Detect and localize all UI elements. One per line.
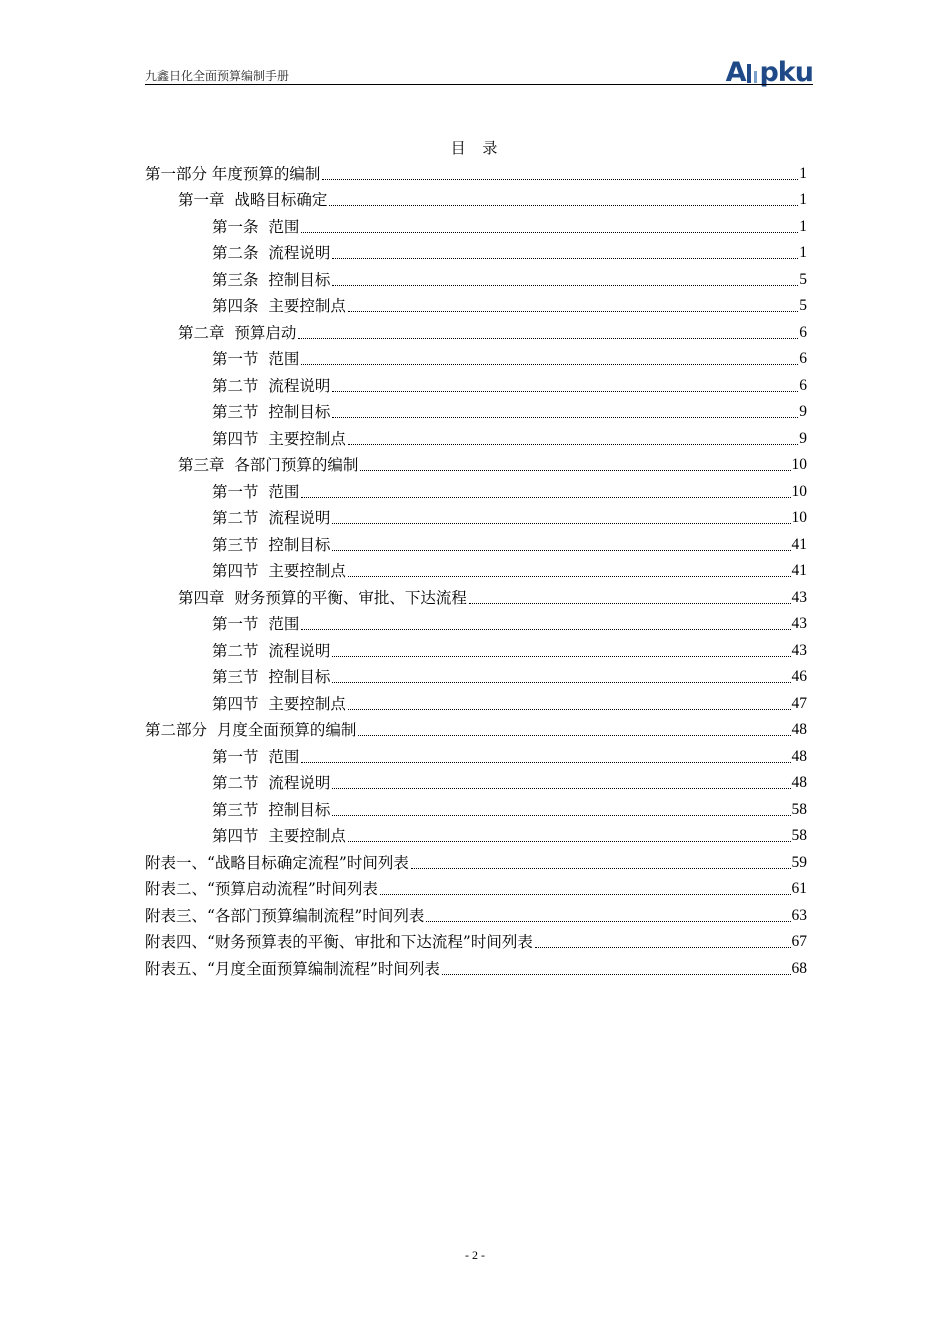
toc-entry[interactable] [145,900,807,927]
toc-entry[interactable] [145,238,807,265]
toc-entry[interactable] [145,211,807,238]
toc-entry-label: 第二条 流程说明 [212,244,331,262]
toc-leader-dots [469,603,791,604]
toc-entry-label: 第一条 范围 [212,217,300,236]
toc-entry-label: 第三章 各部门预算的编制 [178,456,359,474]
toc-leader-dots [332,258,798,259]
toc-title: 目 录 [450,139,500,157]
toc-entry-label: 第一节 范围 [212,482,300,501]
toc-entry[interactable] [145,582,807,609]
toc-leader-dots [301,762,790,763]
toc-entry[interactable] [145,715,807,742]
toc-entry-page: 48 [791,747,807,765]
toc-entry[interactable] [145,847,807,874]
toc-leader-dots [535,947,791,948]
toc-entry[interactable] [145,635,807,662]
toc-entry-label: 第二节 流程说明 [212,376,331,395]
toc-entry-page: 1 [799,217,807,235]
toc-leader-dots [358,735,790,736]
header-divider [145,84,813,85]
toc-entry[interactable] [145,794,807,821]
toc-entry-label: 第三条 控制目标 [212,270,331,289]
page-number: - 2 - [465,1248,485,1262]
toc-entry[interactable] [145,741,807,768]
company-logo [726,58,813,86]
toc-entry-label: 第一节 范围 [212,747,300,766]
toc-entry-page: 43 [791,641,807,659]
toc-entry-page: 5 [799,270,807,288]
toc-entry-label: 附表三、“各部门预算编制流程”时间列表 [145,906,425,925]
toc-entry-page: 5 [799,297,807,314]
toc-leader-dots [301,629,790,630]
toc-entry-page: 1 [799,191,807,208]
toc-entry[interactable] [145,953,807,980]
toc-entry-label: 第一部分 年度预算的编制 [145,164,321,183]
toc-entry-label: 第四节 主要控制点 [212,429,346,448]
toc-entry-label: 第二节 流程说明 [212,509,331,527]
logo-text: pku [759,57,813,88]
toc-entry[interactable] [145,874,807,901]
toc-entry-page: 9 [799,429,807,447]
toc-leader-dots [332,815,790,816]
toc-leader-dots [426,921,790,922]
toc-leader-dots [332,417,798,418]
toc-entry-page: 48 [791,721,807,738]
toc-entry[interactable] [145,158,807,185]
toc-entry[interactable] [145,264,807,291]
toc-entry-label: 第三节 控制目标 [212,800,331,819]
toc-entry[interactable] [145,768,807,795]
toc-entry[interactable] [145,688,807,715]
toc-entry-label: 附表一、“战略目标确定流程”时间列表 [145,853,409,872]
toc-entry-label: 第二章 预算启动 [178,323,297,342]
toc-entry-page: 10 [791,456,807,473]
toc-entry-page: 59 [791,853,807,871]
logo-letter: A [725,57,746,88]
toc-entry-label: 第二节 流程说明 [212,641,331,660]
toc-entry[interactable] [145,503,807,530]
toc-entry-page: 67 [791,933,807,950]
toc-leader-dots [332,523,790,524]
toc-leader-dots [332,391,798,392]
toc-leader-dots [332,788,790,789]
toc-entry-page: 58 [791,827,807,844]
page-header [145,56,813,86]
toc-entry-label: 第四节 主要控制点 [212,562,346,580]
toc-entry[interactable] [145,476,807,503]
toc-entry-label: 第四章 财务预算的平衡、审批、下达流程 [178,588,467,607]
toc-leader-dots [380,894,791,895]
toc-entry-page: 61 [791,880,807,897]
toc-leader-dots [348,311,798,312]
toc-leader-dots [301,232,798,233]
toc-entry[interactable] [145,662,807,689]
toc-entry-label: 第四节 主要控制点 [212,694,346,713]
toc-entry[interactable] [145,450,807,477]
toc-entry-page: 9 [799,403,807,420]
toc-entry-page: 58 [791,800,807,818]
logo-bar-icon [747,64,751,83]
toc-entry-label: 第四条 主要控制点 [212,297,346,315]
toc-entry-label: 第二部分 月度全面预算的编制 [145,721,357,739]
toc-entry-label: 第一节 范围 [212,615,300,633]
toc-entry-page: 10 [791,482,807,500]
toc-entry[interactable] [145,344,807,371]
toc-leader-dots [332,550,790,551]
toc-leader-dots [322,179,798,180]
toc-entry[interactable] [145,529,807,556]
toc-leader-dots [329,205,798,206]
toc-entry-label: 附表四、“财务预算表的平衡、审批和下达流程”时间列表 [145,933,533,951]
toc-entry-page: 43 [791,588,807,606]
toc-entry-page: 6 [799,323,807,341]
toc-entry-page: 46 [791,668,807,685]
toc-leader-dots [442,974,791,975]
toc-entry[interactable] [145,317,807,344]
toc-entry[interactable] [145,185,807,212]
toc-entry-label: 第一章 战略目标确定 [178,191,328,209]
toc-entry-label: 附表五、“月度全面预算编制流程”时间列表 [145,959,440,978]
toc-leader-dots [332,285,798,286]
toc-entry-page: 10 [791,509,807,526]
toc-leader-dots [332,656,790,657]
toc-entry[interactable] [145,927,807,954]
toc-entry-page: 6 [799,350,807,367]
toc-leader-dots [332,682,790,683]
toc-entry-page: 68 [791,959,807,977]
toc-entry-label: 第三节 控制目标 [212,535,331,554]
toc-leader-dots [301,364,798,365]
toc-entry-page: 41 [791,535,807,553]
toc-entry-page: 47 [791,694,807,712]
toc-entry-page: 43 [791,615,807,632]
toc-entry-label: 第一节 范围 [212,350,300,368]
toc-entry-label: 第三节 控制目标 [212,403,331,421]
toc-entry[interactable] [145,397,807,424]
toc-entry-page: 48 [791,774,807,791]
toc-entry-page: 63 [791,906,807,924]
toc-entry[interactable] [145,423,807,450]
toc-entry[interactable] [145,609,807,636]
toc-entry-page: 41 [791,562,807,579]
toc-entry-page: 1 [799,244,807,261]
toc-leader-dots [411,868,791,869]
toc-entry-label: 第三节 控制目标 [212,668,331,686]
toc-leader-dots [348,444,798,445]
toc-entry-page: 6 [799,376,807,394]
toc-leader-dots [348,709,791,710]
toc-entry[interactable] [145,556,807,583]
document-title: 九鑫日化全面预算编制手册 [145,69,290,83]
toc-leader-dots [301,497,790,498]
toc-entry-label: 附表二、“预算启动流程”时间列表 [145,880,378,898]
toc-entry[interactable] [145,370,807,397]
toc-leader-dots [360,470,790,471]
toc-entry-page: 1 [799,164,807,182]
table-of-contents [145,158,807,980]
toc-leader-dots [348,841,791,842]
toc-entry-label: 第二节 流程说明 [212,774,331,792]
toc-leader-dots [348,576,791,577]
toc-leader-dots [298,338,798,339]
toc-entry[interactable] [145,821,807,848]
toc-entry-label: 第四节 主要控制点 [212,827,346,845]
toc-entry[interactable] [145,291,807,318]
logo-bar-small-icon [754,71,757,83]
